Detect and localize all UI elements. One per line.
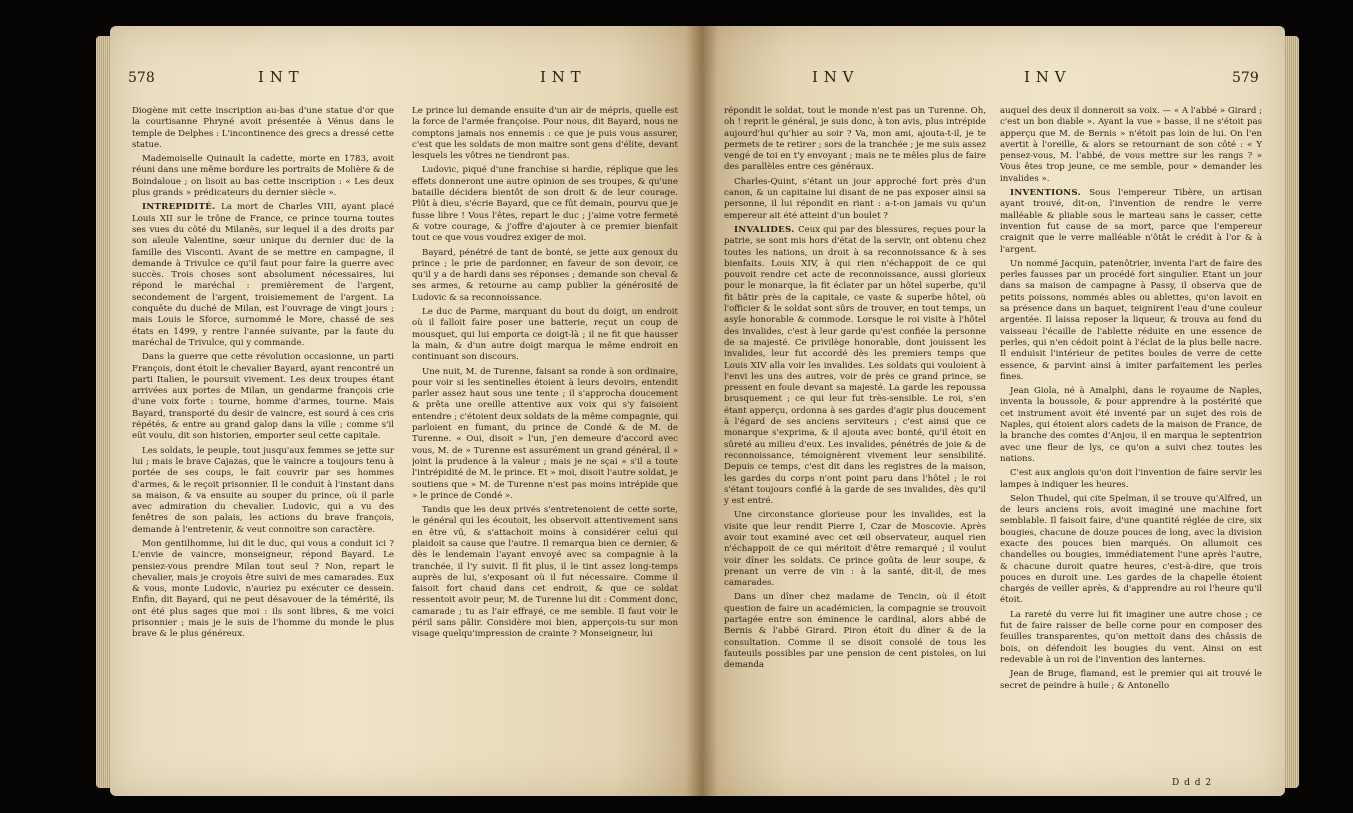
paragraph-text: Jean de Bruge, flamand, est le premier qui ait trouvé le secret de peindre à huile ; & Antonello — [1000, 669, 1262, 691]
paragraph-text: Le duc de Parme, marquant du bout du doigt, un endroit où il falloit faire poser une batterie, reçut un coup de mousquet, qui lui emporta ce doigt-là ; il ne fit que hausser la main, & d'un autre doigt marqua le même endroit en continuant son discours. — [412, 307, 678, 363]
running-head-left-a: I N T — [258, 68, 300, 86]
entry-heading: INVENTIONS. — [1010, 188, 1090, 199]
paragraph — [132, 154, 394, 199]
paragraph-text: Ceux qui par des blessures, reçues pour la patrie, se sont mis hors d'état de la servir, ont obtenu chez toutes les nations, un droit à sa reconnoissance & à ses bienfaits. Louis XIV, à qui rien n'échappoit de ce qui pouvoit rendre cet acte de reconnoissance, aussi glorieux pour le monarque, la fit éclater par un hôtel superbe, qu'il fit bâtir près de la capitale, ce vaste & superbe hôtel, où l'officier & le soldat sont sûrs de trouver, en tout temps, un asyle honorable & commode. Lorsque le roi visite à l'hôtel des invalides, c'est à leur garde qu'est confiée la personne de sa majesté. Ce privilège honorable, dont jouissent les invalides, leur fut accordé dès les premiers temps que Louis XIV alla voir les invalides. Les soldats qui vouloient à l'envi les uns des autres, voir de près ce grand prince, se pressent en foule devant sa majesté. La garde les repoussa brusquement ; ce qui leur fut très-sensible. Le roi, s'en étant apperçu, ordonna à ses gardes d'agir plus doucement à l'égard de ses anciens serviteurs ; c'est ainsi que ce monarque s'exprima, & il ajouta avec bonté, qu'il étoit en sûreté au milieu d'eux. Les invalides, pénétrés de joie & de reconnoissance, témoignèrent vivement leur sensibilité. Depuis ce temps, c'est dit dans les registres de la maison, les gardes du corps n'ont point paru dans l'hôtel ; le roi s'étant toujours confié à la garde de ses invalides, dès qu'il y est entré. — [724, 224, 986, 507]
paragraph — [724, 177, 986, 222]
paragraph-text: Mon gentilhomme, lui dit le duc, qui vous a conduit ici ? L'envie de vaincre, monseigneur, répond Bayard. Le pensiez-vous prendre Milan tout seul ? Non, repart le chevalier, mais je croyois être suivi de mes camarades. Eux & vous, monte Ludovic, n'auriez pu exécuter ce dessein. Enfin, dit Bayard, qui ne peut désavouer de la témérité, ils ont été plus sages que moi : ils sont libres, & me voici prisonnier ; mais je le suis de l'homme du monde le plus brave & le plus généreux. — [132, 538, 394, 640]
paragraph — [412, 367, 678, 503]
running-head-right-a: I N V — [812, 68, 854, 86]
paragraph-text: répondit le soldat, tout le monde n'est pas un Turenne. Oh, oh ! reprit le général, je suis donc, à ton avis, plus intrépide aujourd'hui qu'hier au soir ? Va, mon ami, ajouta-t-il, je te permets de te retirer ; sors de la tranchée ; je me suis assez vengé de toi en t'y envoyant ; mais ne te mêles plus de faire des parallèles entre ces généraux. — [724, 106, 986, 173]
signature-mark: D d d 2 — [1172, 778, 1213, 788]
paragraph — [132, 539, 394, 641]
right-column-2 — [1000, 106, 1262, 778]
paragraph-text: C'est aux anglois qu'on doit l'invention de faire servir les lampes à indiquer les heures. — [1000, 468, 1262, 490]
paragraph-text: Bayard, pénétré de tant de bonté, se jette aux genoux du prince ; le prie de pardonner, en faveur de son devoir, ce qu'il y a de hardi dans ses réponses ; demande son cheval & ses armes, & retourne au camp publier la générosité de Ludovic & sa reconnoissance. — [412, 247, 678, 303]
paragraph — [724, 592, 986, 671]
paragraph — [1000, 468, 1262, 491]
paragraph-text: auquel des deux il donneroit sa voix. — « A l'abbé » Girard ; c'est un bon diable ». Ayant la vue » basse, il ne s'étoit pas apperçu que M. de Bernis » n'étoit pas loin de lui. On l'en avertit à l'oreille, & alors se retournant de son côté : « Y pensez-vous, M. l'abbé, de vous mettre sur les rangs ? » Vous êtes trop jeune, ce me semble, pour » demander les invalides ». — [1000, 106, 1262, 184]
entry-heading: INVALIDES. — [734, 224, 799, 235]
page-number-left: 578 — [128, 70, 155, 86]
paragraph-text: Une circonstance glorieuse pour les invalides, est la visite que leur rendit Pierre I, Czar de Moscovie. Après avoir tout examiné avec cet œil observateur, auquel rien n'échappoit de ce qui méritoit d'être remarqué ; il voulut voir dîner les soldats. Ce prince goûta de leur soupe, & prenant un verre de vin : à la santé, dit-il, de mes camarades. — [724, 510, 986, 589]
paragraph-text: Les soldats, le peuple, tout jusqu'aux femmes se jette sur lui ; mais le brave Cajazas, que le vaincre a toujours tenu à portée de ses coups, le fait couvrir par ses hommes d'armes, & le reçoit prisonnier. Il le conduit à l'instant dans sa maison, & va ensuite au souper du prince, où il parle avec admiration du chevalier. Ludovic, qui a vu des fenêtres de son palais, les actions du brave françois, demande à l'entretenir, & veut connoitre son caractère. — [132, 445, 394, 535]
right-page — [702, 26, 1285, 796]
paragraph-text: Dans la guerre que cette révolution occasionne, un parti François, dont étoit le chevalier Bayard, ayant rencontré un parti Italien, le poursuit vivement. Les deux troupes étant arrivées aux portes de Milan, un gendarme françois crie d'une voix forte : tourne, homme d'armes, tourne. Mais Bayard, transporté du desir de vaincre, est sourd à ces cris répétés, & entre au grand galop dans la ville ; comme s'il eût voulu, dit son historien, emporter seul cette capitale. — [132, 352, 394, 442]
paragraph — [412, 165, 678, 244]
paragraph-text: Diogène mit cette inscription au-bas d'une statue d'or que la courtisanne Phryné avoit présentée à Vénus dans le temple de Delphes : L'incontinence des grecs a dressé cette statue. — [132, 106, 394, 150]
paragraph-text: Mademoiselle Quinault la cadette, morte en 1783, avoit réuni dans une même bordure les portraits de Molière & de Boindaloue ; on lisoit au bas cette inscription : « Les deux plus grands » prédicateurs du dernier siècle ». — [132, 154, 394, 199]
paragraph-text: Charles-Quint, s'étant un jour approché fort près d'un canon, & un capitaine lui disant de ne pas exposer ainsi sa personne, il lui répondit en riant : a-t-on jamais vu qu'un empereur ait été atteint d'un boulet ? — [724, 176, 986, 221]
paragraph-text: Tandis que les deux privés s'entretenoient de cette sorte, le général qui les écoutoit, les observoit attentivement sans en être vû, & s'attachoit moins à considérer celui qui plaidoit sa cause que l'autre. Il remarqua bien ce dernier, & dès le lendemain l'ayant envoyé avec sa compagnie à la tranchée, il l'y suivit. Il fit plus, il le tint assez long-temps auprès de lui, s'exposant où il fut nécessaire. Comme il faisoit fort chaud dans cet endroit, & que ce soldat ressentoit avoir peur, M. de Turenne lui dit : Comment donc, camarade ; tu as l'air effrayé, ce me semble. Il faut voir le péril sans pâlir. Considère moi bien, apperçois-tu sur mon visage quelqu'impression de crainte ? Monseigneur, lui — [412, 505, 678, 640]
paragraph — [1000, 386, 1262, 465]
paragraph — [412, 505, 678, 641]
paragraph — [132, 446, 394, 536]
paragraph — [1000, 188, 1262, 256]
entry-heading: INTREPIDITÉ. — [142, 202, 222, 213]
paragraph-text: La mort de Charles VIII, ayant placé Louis XII sur le trône de France, ce prince tourna toutes ses vues du côté du Milanès, sur lequel il a des droits par son aïeule Valentine, sœur unique du dernier duc de la famille des Visconti. Avant de se mettre en campagne, il demande à Trivulce ce qu'il faut pour faire la guerre avec succès. Trois choses sont absolument nécessaires, lui répond le maréchal : premièrement de l'argent, secondement de l'argent, troisiemement de l'argent. La conquête du duché de Milan, est l'ouvrage de vingt jours ; mais Louis le Sforce, surnommé le More, chassé de ses états en 1499, y rentre l'année suivante, par la faute du maréchal de Trivulce, qui y commande. — [132, 202, 394, 348]
paragraph — [1000, 106, 1262, 185]
paragraph — [412, 106, 678, 162]
paragraph — [724, 106, 986, 174]
paragraph — [1000, 259, 1262, 383]
paragraph — [132, 106, 394, 151]
gutter-shadow — [686, 26, 718, 796]
right-column-1 — [724, 106, 986, 796]
paragraph-text: Une nuit, M. de Turenne, faisant sa ronde à son ordinaire, pour voir si les sentinelles étoient à leurs devoirs, entendit parler assez haut sous une tente ; il s'approcha doucement & prêta une oreille attentive aux voix qui s'y faisoient entendre ; c'étoient deux soldats de la même compagnie, qui parloient en fumant, du prince de Condé & de M. de Turenne. « Oui, disoit » l'un, j'en demeure d'accord avec vous, M. de » Turenne est assurément un grand général, il » joint la prudence à la valeur ; mais je ne sçai » s'il a toute l'intrépidité de M. le prince. Et » moi, disoit l'autre soldat, je soutiens que » M. de Turenne n'est pas moins intrépide que » le prince de Condé ». — [412, 366, 678, 501]
paragraph-text: Jean Giola, né à Amalphi, dans le royaume de Naples, inventa la boussole, & pour apprendre à la postérité que cet instrument avoit été inventé par un sujet des rois de Naples, qui étoient alors cadets de la maison de France, de la branche des comtes d'Anjou, il en marqua le septentrion avec une fleur de lys, ce qu'on a suivi chez toutes les nations. — [1000, 386, 1262, 464]
paragraph-text: Dans un dîner chez madame de Tencin, où il étoit question de faire un académicien, la compagnie se trouvoit partagée entre son éminence le cardinal, alors abbé de Bernis & l'abbé Girard. Piron étoit du dîner & de la consultation. Comme il se disoit consolé de tous les fauteuils possibles par une pension de cent pistoles, on lui demanda — [724, 592, 986, 671]
paragraph — [1000, 669, 1262, 692]
paragraph — [412, 248, 678, 304]
running-head-left-b: I N T — [540, 68, 582, 86]
paragraph — [1000, 494, 1262, 607]
paragraph — [724, 510, 986, 589]
paragraph — [412, 307, 678, 363]
left-column-1 — [132, 106, 394, 796]
left-column-2 — [412, 106, 678, 796]
paragraph — [1000, 610, 1262, 666]
paragraph-text: Ludovic, piqué d'une franchise si hardie, réplique que les effets donneront une autre opinion de ses troupes, & qu'une bataille décidera bientôt de son droit & de leur courage. Plût à dieu, s'écrie Bayard, que ce fût demain, pourvu que je fusse libre ! Vous l'êtes, repart le duc ; j'aime votre fermeté & votre courage, & j'offre d'ajouter à ce premier bienfait tout ce que vous voudrez exiger de moi. — [412, 165, 678, 244]
paragraph-text: Sous l'empereur Tibère, un artisan ayant trouvé, dit-on, l'invention de rendre le verre malléable & pliable sous le marteau sans le casser, cette invention fut cause de sa mort, parce que l'empereur craignit que le verre malléable n'ôtât le crédit à l'or & à l'argent. — [1000, 188, 1262, 255]
paragraph — [132, 202, 394, 349]
running-head-right-b: I N V — [1024, 68, 1066, 86]
paragraph — [132, 352, 394, 442]
left-page — [110, 26, 702, 796]
paragraph — [724, 225, 986, 507]
paragraph-text: La rareté du verre lui fit imaginer une autre chose ; ce fut de faire raisser de belle corne pour en composer des feuilles transparentes, qu'on mettoit dans des châssis de bois, on défendoit les bougies du vent. Ainsi on est redevable à un roi de l'invention des lanternes. — [1000, 609, 1262, 665]
paragraph-text: Un nommé Jacquin, patenôtrier, inventa l'art de faire des perles fausses par un procédé fort singulier. Etant un jour dans sa maison de campagne à Passy, il observa que de petits poissons, nommés ables ou ablettes, qu'on lavoit en sa présence dans un baquet, teignirent l'eau d'une couleur argentée. Il laissa reposer la liqueur, & trouva au fond du vaisseau l'écaille de l'ablette réduite en une essence de perles, qui n'en cédoit point à l'éclat de la plus belle nacre. Il enduisit l'intérieur de petites boules de verre de cette essence, & parvint ainsi à imiter parfaitement les perles fines. — [1000, 258, 1262, 382]
paragraph-text: Le prince lui demande ensuite d'un air de mépris, quelle est la force de l'armée françoise. Pour nous, dit Bayard, nous ne comptons jamais nos ennemis : ce que je puis vous assurer, c'est que les soldats de mon maitre sont gens d'élite, devant lesquels les vôtres ne tiendront pas. — [412, 106, 678, 162]
paragraph-text: Selon Thudel, qui cite Spelman, il se trouve qu'Alfred, un de leurs anciens rois, avoit imaginé une machine fort semblable. Il faisoit faire, d'une quantité réglée de cire, six bougies, chacune de douze pouces de long, avec la division exacte des pouces bien marqués. On allumoit ces chandelles ou bougies, immédiatement l'une après l'autre, & chacune duroit quatre heures, c'est-à-dire, que trois pouces en duroit une. Les gardes de la chapelle étoient chargés de veiller après, & d'apprendre au roi l'heure qu'il étoit. — [1000, 493, 1262, 606]
page-number-right: 579 — [1232, 70, 1259, 86]
page-edges-right — [1283, 36, 1299, 788]
